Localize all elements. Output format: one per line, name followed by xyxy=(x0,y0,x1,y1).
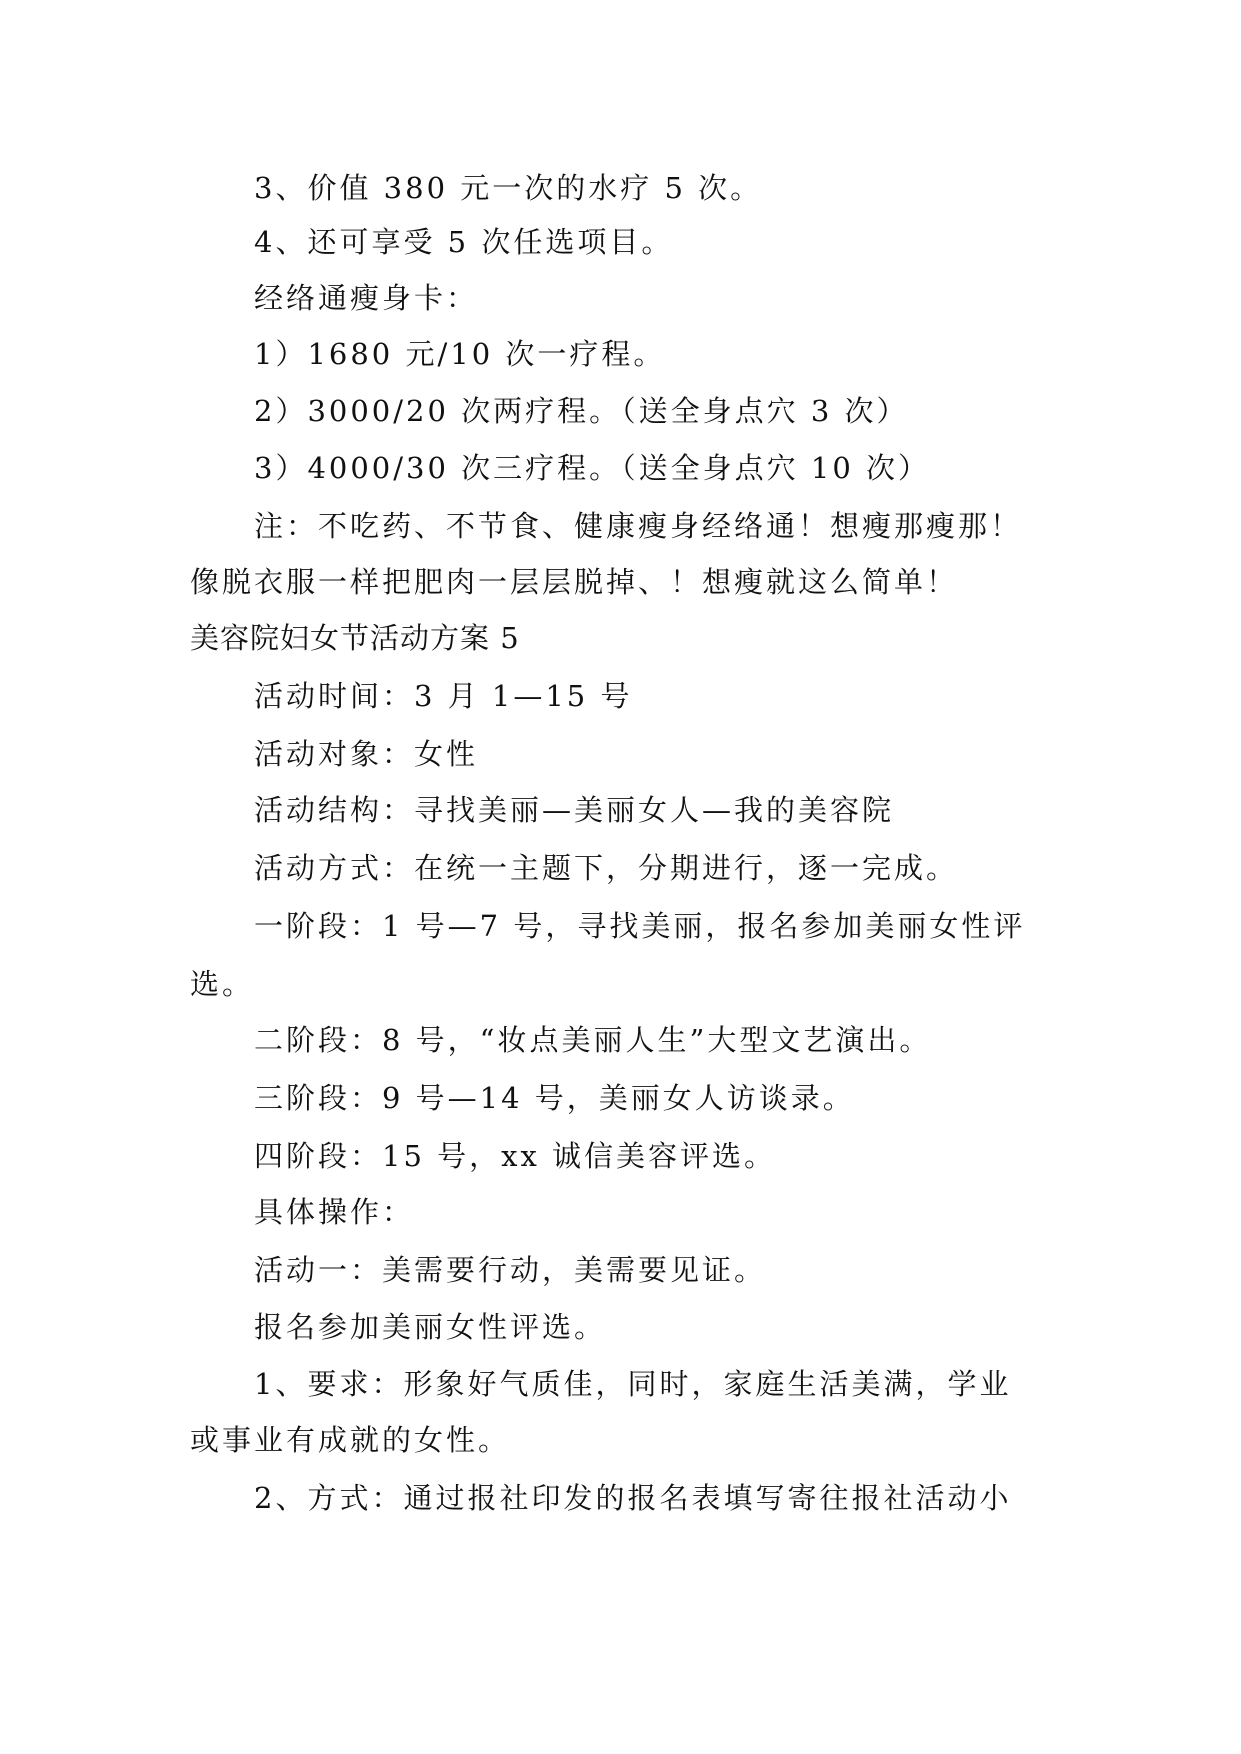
paragraph-line: 像脱衣服一样把肥肉一层层脱掉、！想瘦就这么简单！ xyxy=(190,565,959,599)
paragraph-line: 1、要求：形象好气质佳，同时，家庭生活美满，学业 xyxy=(254,1367,1012,1401)
paragraph-line: 具体操作： xyxy=(254,1195,415,1229)
paragraph-line: 3）4000/30 次三疗程。（送全身点穴 10 次） xyxy=(254,451,930,485)
paragraph-line: 1）1680 元/10 次一疗程。 xyxy=(254,337,666,371)
paragraph-line: 4、还可享受 5 次任选项目。 xyxy=(254,225,674,259)
paragraph-line: 3、价值 380 元一次的水疗 5 次。 xyxy=(254,171,763,205)
paragraph-line: 活动结构：寻找美丽—美丽女人—我的美容院 xyxy=(254,793,895,827)
paragraph-line: 三阶段：9 号—14 号，美丽女人访谈录。 xyxy=(254,1081,855,1115)
paragraph-line: 选。 xyxy=(190,967,255,1001)
paragraph-line: 注：不吃药、不节食、健康瘦身经络通！想瘦那瘦那！ xyxy=(254,509,1023,543)
paragraph-line: 四阶段：15 号，xx 诚信美容评选。 xyxy=(254,1139,777,1173)
paragraph-line: 2、方式：通过报社印发的报名表填写寄往报社活动小 xyxy=(254,1481,1012,1515)
paragraph-line: 活动对象：女性 xyxy=(254,737,479,771)
paragraph-line: 活动时间：3 月 1—15 号 xyxy=(254,679,633,713)
paragraph-line: 经络通瘦身卡： xyxy=(254,281,479,315)
paragraph-line: 一阶段：1 号—7 号，寻找美丽，报名参加美丽女性评 xyxy=(254,909,1026,943)
paragraph-line: 2）3000/20 次两疗程。（送全身点穴 3 次） xyxy=(254,394,909,428)
paragraph-line: 活动一：美需要行动，美需要见证。 xyxy=(254,1253,767,1287)
paragraph-line: 或事业有成就的女性。 xyxy=(190,1423,511,1457)
paragraph-line: 二阶段：8 号，“妆点美丽人生”大型文艺演出。 xyxy=(254,1023,932,1057)
paragraph-line: 活动方式：在统一主题下，分期进行，逐一完成。 xyxy=(254,851,959,885)
section-heading: 美容院妇女节活动方案 5 xyxy=(190,621,520,655)
paragraph-line: 报名参加美丽女性评选。 xyxy=(254,1310,607,1344)
